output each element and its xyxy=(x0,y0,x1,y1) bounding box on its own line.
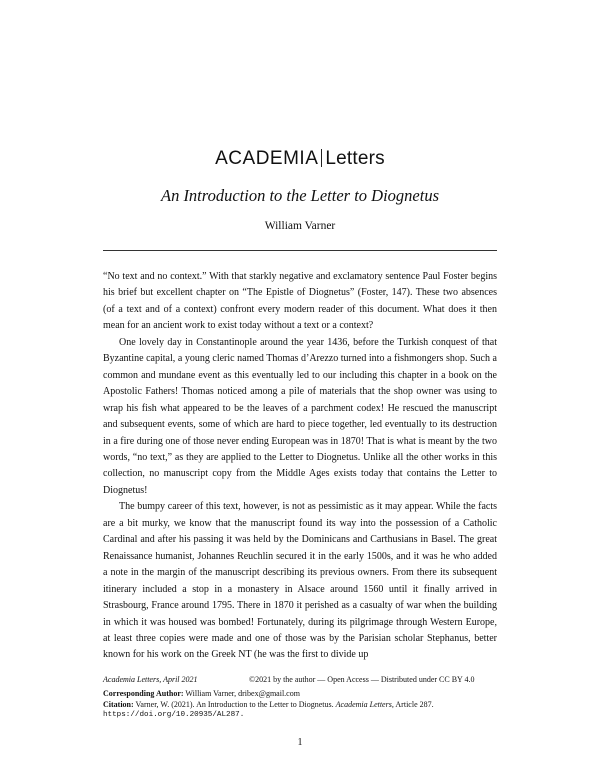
article-body xyxy=(103,269,497,664)
logo-divider xyxy=(321,149,322,167)
title-divider xyxy=(103,250,497,251)
footer-publication-row xyxy=(103,675,497,689)
corresponding-author xyxy=(103,689,497,700)
paragraph: One lovely day in Constantinople around the year 1436, before the Turkish conquest of that Byzantine capital, a young cleric named Thomas d’Arezzo turned into a fishmongers shop. Such a common and mundane event as this eventually led to our including this chapter in a book on the Apostolic Fathers! Thomas noticed among a pile of materials that the shop owner was using to wrap his fish what appeared to be the leaves of a parchment codex! He rescued the manuscript and subsequent events, some of which are hard to piece together, led eventually to its destruction in a fire during one of those never ending European was in 1870! That is what is meant by the two words, “no text,” as they are applied to the Letter to Diognetus. Unlike all the other works in this collection, no manuscript copy from the Middle Ages exists today that contains the Letter to Diognetus! xyxy=(103,336,497,496)
footer-metadata xyxy=(103,675,497,721)
citation-label: Citation: xyxy=(103,699,134,709)
article-title: An Introduction to the Letter to Diognetus xyxy=(160,186,440,205)
article-author: William Varner xyxy=(264,220,336,232)
brand-name: ACADEMIA xyxy=(215,148,319,169)
citation xyxy=(103,700,497,711)
license-notice: ©2021 by the author — Open Access — Distributed under CC BY 4.0 xyxy=(249,675,475,684)
corresponding-author-value[interactable]: William Varner, dribex@gmail.com xyxy=(185,689,300,698)
paragraph: “No text and no context.” With that starkly negative and exclamatory sentence Paul Foster begins his brief but excellent chapter on “The Epistle of Diognetus” (Foster, 147). These two absences (of a text and of a context) confront every modern reader of this document. What does it then mean for an ancient work to exist today without a text or a context? xyxy=(103,271,497,332)
brand-section: Letters xyxy=(325,148,385,169)
citation-journal: Academia Letters, xyxy=(335,699,394,709)
doi-link[interactable]: https://doi.org/10.20935/AL287. xyxy=(103,711,245,719)
page-number: 1 xyxy=(297,737,303,748)
paragraph: The bumpy career of this text, however, is not as pessimistic as it may appear. While the facts are a bit murky, we know that the manuscript found its way into the possession of a Catholic Cardinal and after his passing it was held by the Dominicans and Carthusians in Basel. The great Renaissance humanist, Johannes Reuchlin secured it in the early 1500s, and it was he who added a note in the margin of the manuscript describing its previous owners. From there its subsequent itinerary included a stop in a monastery in Alsace around 1560 until it finally arrived in Strasbourg, France around 1795. There in 1870 it perished as a casualty of war when the building in which it was housed was bombed! Fortunately, during its pilgrimage through Western Europe, at least three copies were made and one of those was by the Parisian scholar Stephanus, better known for his work on the Greek NT (he was the first to divide up xyxy=(103,501,497,661)
citation-article: Article 287. xyxy=(395,699,434,709)
journal-date: Academia Letters, April 2021 xyxy=(103,675,198,684)
citation-text: Varner, W. (2021). An Introduction to the Letter to Diognetus. xyxy=(135,699,334,709)
corresponding-author-label: Corresponding Author: xyxy=(103,689,184,698)
academia-letters-logo xyxy=(0,148,600,170)
